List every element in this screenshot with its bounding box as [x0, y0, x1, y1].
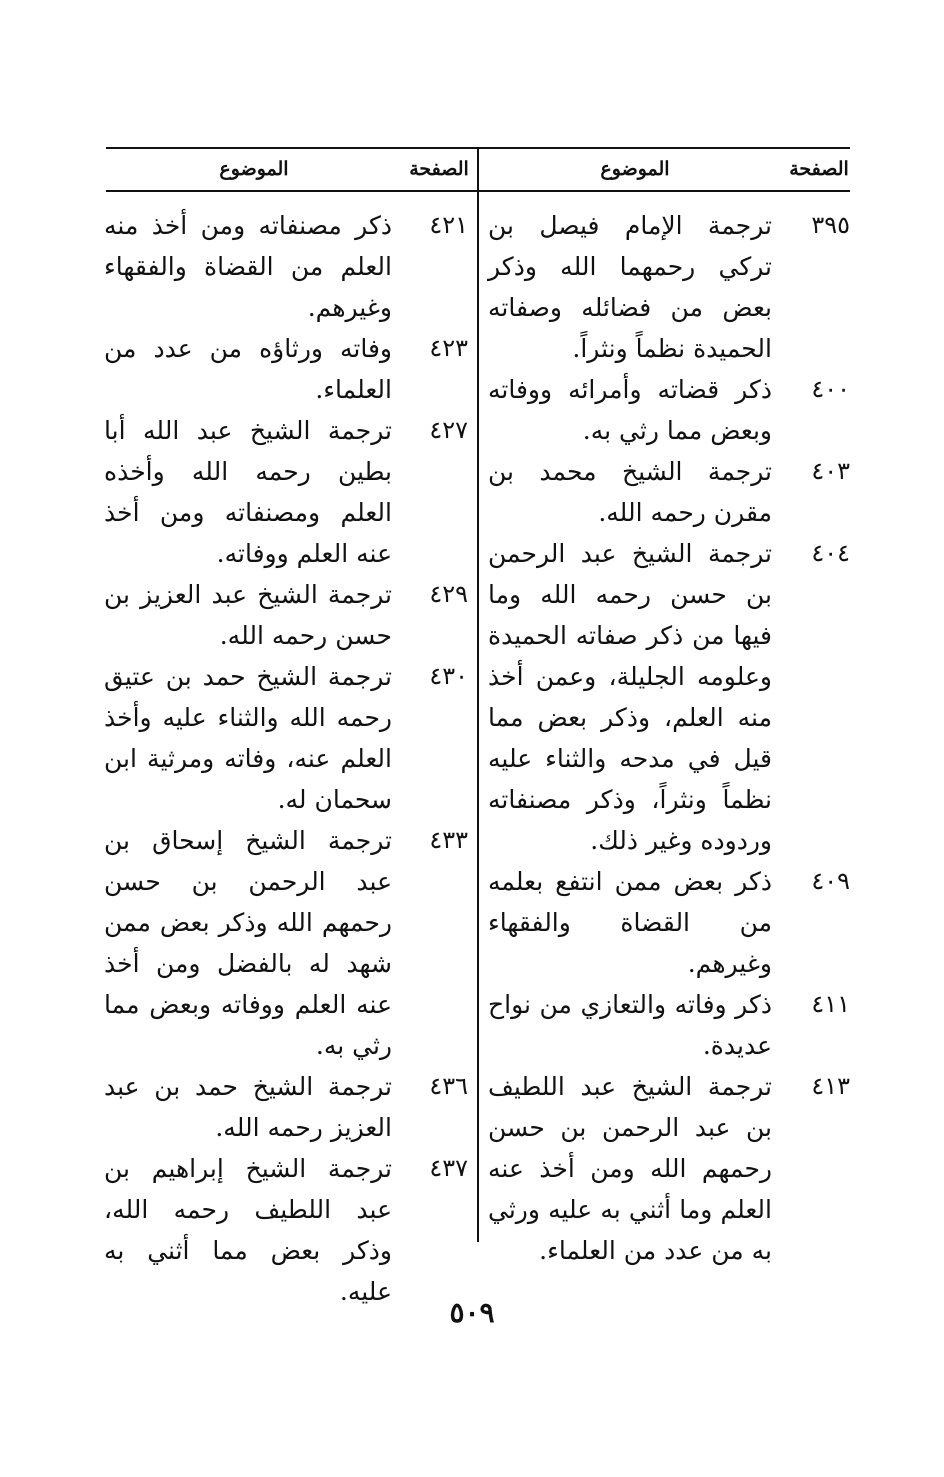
- left-page-header: الصفحة: [409, 158, 469, 180]
- entry-topic: ترجمة الشيخ حمد بن عتيق رحمه الله والثناء عليه وأخذ العلم عنه، وفاته ومرثية ابن سحمان له.: [104, 662, 392, 814]
- toc-entry: [488, 451, 850, 533]
- toc-entry: [488, 861, 850, 984]
- entry-topic: ذكر قضاته وأمرائه ووفاته وبعض مما رثي به.: [488, 375, 772, 445]
- entry-page: ٤٢٣: [429, 334, 468, 362]
- entry-page: ٣٩٥: [811, 211, 850, 239]
- toc-entry: [104, 410, 468, 574]
- entry-page: ٤٢٧: [429, 416, 468, 444]
- toc-entry: [104, 328, 468, 410]
- column-divider: [477, 147, 479, 1242]
- toc-entry: [104, 656, 468, 820]
- page-number: ٥٠٩: [449, 1296, 495, 1329]
- entry-topic: وفاته ورثاؤه من عدد من العلماء.: [104, 334, 392, 404]
- toc-entry: [104, 574, 468, 656]
- entry-page: ٤٠٠: [811, 375, 850, 403]
- toc-entry: [104, 820, 468, 1066]
- entry-topic: ترجمة الشيخ عبد الرحمن بن حسن رحمه الله وما فيها من ذكر صفاته الحميدة وعلومه الجليلة، وعمن أخذ منه العلم، وذكر بعض مما قيل في مدحه والثناء عليه نظماً ونثراً، وذكر مصنفاته وردوده وغير ذلك.: [488, 539, 772, 855]
- entry-page: ٤٠٩: [811, 867, 850, 895]
- entry-topic: ترجمة الشيخ عبد اللطيف بن عبد الرحمن بن حسن رحمهم الله ومن أخذ عنه العلم وما أثني به عليه ورثي به من عدد من العلماء.: [488, 1072, 772, 1265]
- entry-page: ٤٢٩: [429, 580, 468, 608]
- entry-page: ٤٣٣: [429, 826, 468, 854]
- toc-entry: [488, 533, 850, 861]
- entry-page: ٤٢١: [429, 211, 468, 239]
- toc-entry: [104, 205, 468, 328]
- entry-topic: ترجمة الشيخ عبد الله أبا بطين رحمه الله وأخذه العلم ومصنفاته ومن أخذ عنه العلم ووفاته.: [104, 416, 392, 568]
- entry-page: ٤٣٧: [429, 1154, 468, 1182]
- toc-entry: [488, 984, 850, 1066]
- toc-entry: [488, 1066, 850, 1271]
- entry-topic: ترجمة الشيخ حمد بن عبد العزيز رحمه الله.: [104, 1072, 392, 1142]
- entry-page: ٤١٣: [811, 1072, 850, 1100]
- entry-page: ٤١١: [811, 990, 850, 1018]
- entry-topic: ترجمة الإمام فيصل بن تركي رحمهما الله وذكر بعض من فضائله وصفاته الحميدة نظماً ونثراً.: [488, 211, 772, 363]
- entry-topic: ترجمة الشيخ إسحاق بن عبد الرحمن بن حسن رحمهم الله وذكر بعض ممن شهد له بالفضل ومن أخذ عنه العلم ووفاته وبعض مما رثي به.: [104, 826, 392, 1060]
- left-topic-header: الموضوع: [219, 158, 289, 180]
- entry-topic: ترجمة الشيخ عبد العزيز بن حسن رحمه الله.: [104, 580, 392, 650]
- entry-topic: ذكر وفاته والتعازي من نواح عديدة.: [488, 990, 772, 1060]
- toc-entry: [104, 1148, 468, 1312]
- toc-entry: [488, 205, 850, 369]
- right-page-header: الصفحة: [789, 158, 849, 180]
- toc-entry: [488, 369, 850, 451]
- entry-page: ٤٣٦: [429, 1072, 468, 1100]
- right-topic-header: الموضوع: [600, 158, 670, 180]
- right-column: [488, 205, 850, 1271]
- entry-page: ٤٠٤: [811, 539, 850, 567]
- entry-page: ٤٣٠: [429, 662, 468, 690]
- entry-topic: ذكر بعض ممن انتفع بعلمه من القضاة والفقهاء وغيرهم.: [488, 867, 772, 978]
- toc-entry: [104, 1066, 468, 1148]
- left-column: [104, 205, 468, 1312]
- entry-page: ٤٠٣: [811, 457, 850, 485]
- entry-topic: ترجمة الشيخ محمد بن مقرن رحمه الله.: [488, 457, 772, 527]
- entry-topic: ترجمة الشيخ إبراهيم بن عبد اللطيف رحمه الله، وذكر بعض مما أثني به عليه.: [104, 1154, 392, 1306]
- entry-topic: ذكر مصنفاته ومن أخذ منه العلم من القضاة والفقهاء وغيرهم.: [104, 211, 392, 322]
